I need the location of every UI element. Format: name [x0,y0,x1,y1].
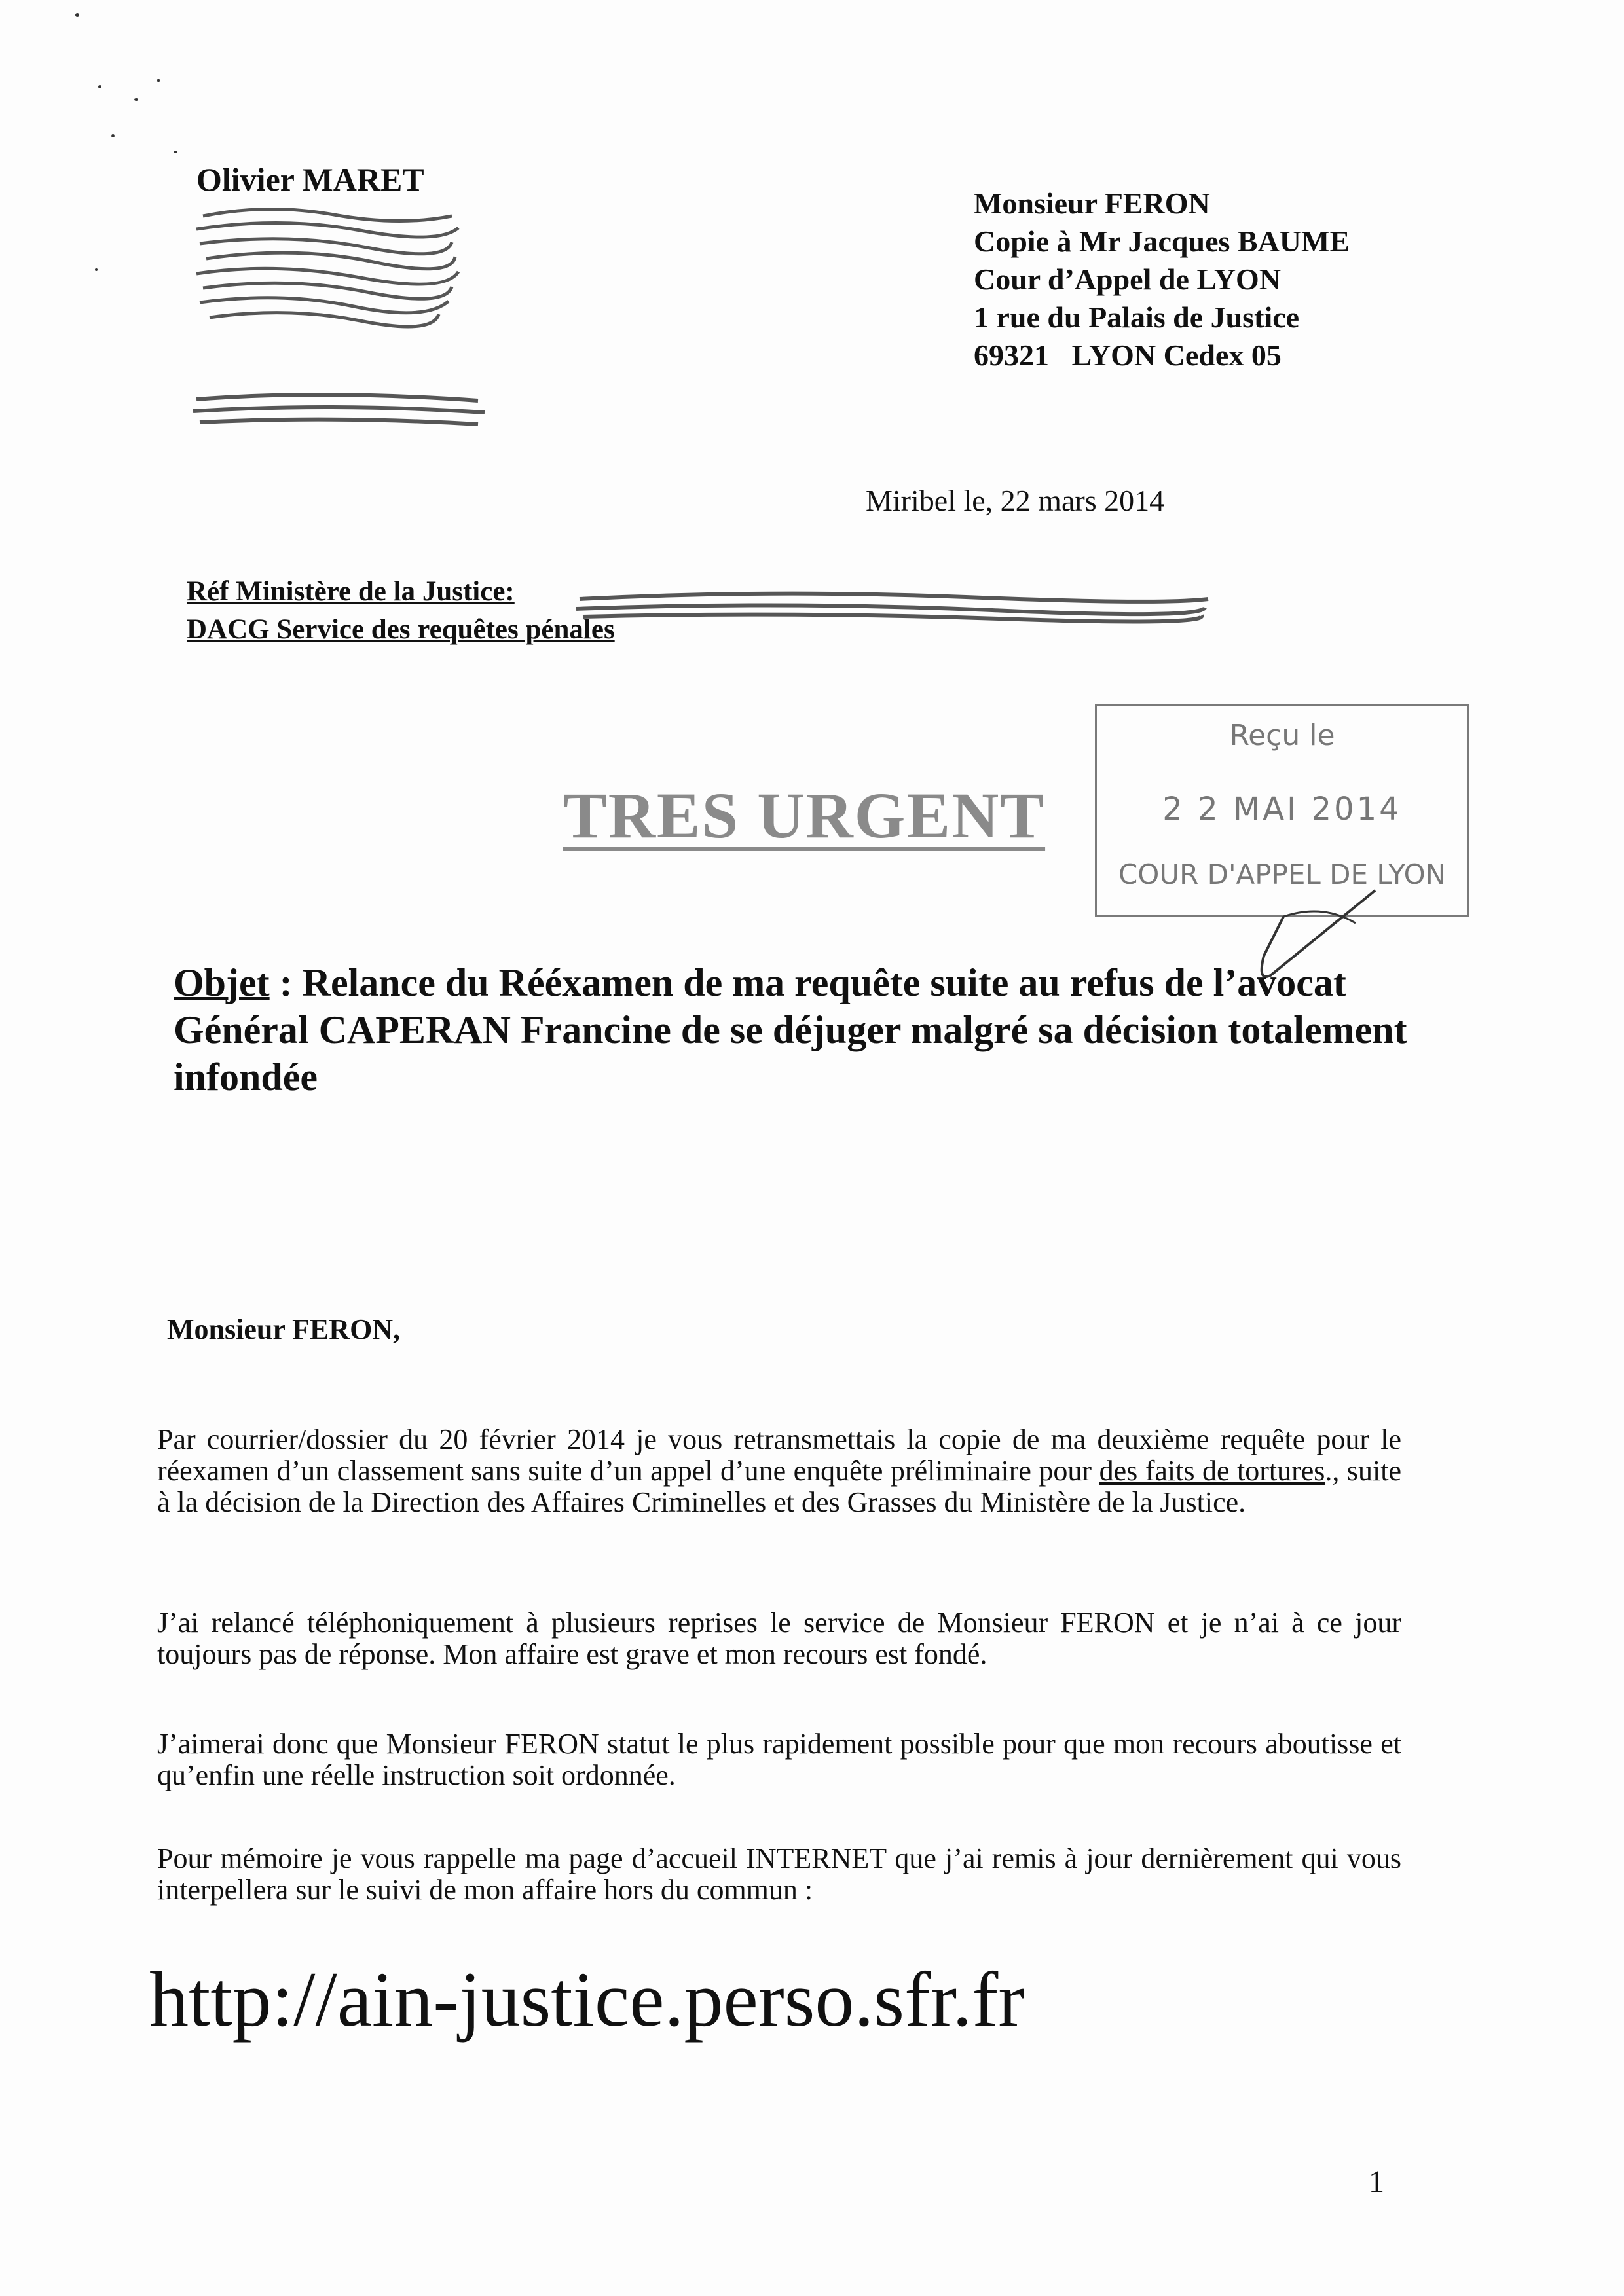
stamp-received-label: Reçu le [1229,719,1335,752]
page-number: 1 [1369,2164,1384,2199]
scan-speck [98,85,101,88]
recipient-address [974,185,1350,374]
recipient-line: 69321 LYON Cedex 05 [974,338,1282,372]
urgent-heading: TRES URGENT [563,779,1046,852]
stamp-date: 2 2 MAI 2014 [1162,791,1402,828]
redacted-address-scribble [190,196,465,334]
scan-speck [134,98,138,101]
paragraph-1 [157,1424,1401,1518]
reference-service: DACG Service des requêtes pénales [187,614,615,645]
stamp-court: COUR D'APPEL DE LYON [1118,858,1447,890]
paragraph-3: J’aimerai donc que Monsieur FERON statut le plus rapidement possible pour que mon recours aboutisse et qu’enfin une réelle instruction soit ordonnée. [157,1728,1401,1791]
website-url: http://ain-justice.perso.sfr.fr [149,1956,1025,2043]
paragraph-text: Par courrier/dossier du 20 février 2014 je vous retransmettais la copie de ma deuxième requête pour le réexamen d’un classement sans suite d’un appel d’une enquête préliminaire pour [157,1423,1401,1487]
recipient-line: 1 rue du Palais de Justice [974,301,1300,334]
redacted-phone-scribble [190,386,491,435]
paragraph-2: J’ai relancé téléphoniquement à plusieurs reprises le service de Monsieur FERON et je n’ai à ce jour toujours pas de réponse. Mon affaire est grave et mon recours est fondé. [157,1607,1401,1670]
paragraph-underlined-text: des faits de tortures [1099,1455,1325,1487]
recipient-line: Monsieur FERON [974,187,1210,220]
salutation: Monsieur FERON, [167,1313,401,1345]
reference-ministry: Réf Ministère de la Justice: [187,576,515,607]
recipient-line: Copie à Mr Jacques BAUME [974,225,1350,258]
letter-date: Miribel le, 22 mars 2014 [866,484,1165,517]
sender-name: Olivier MARET [196,161,424,198]
recipient-line: Cour d’Appel de LYON [974,263,1282,296]
subject-label: Objet [174,961,270,1004]
scan-speck [111,134,115,137]
scan-speck [95,268,98,271]
reference-block [187,573,615,649]
paragraph-text: ., suite à la décision de la Direction des Affaires Criminelles et des Grasses du Ministère de la Justice. [157,1455,1401,1518]
scan-speck [157,79,160,82]
paragraph-4: Pour mémoire je vous rappelle ma page d’accueil INTERNET que j’ai remis à jour dernièrement qui vous interpellera sur le suivi de mon affaire hors du commun : [157,1842,1401,1906]
subject [174,959,1450,1101]
subject-text: : Relance du Rééxamen de ma requête suite au refus de l’avocat Général CAPERAN Francine de se déjuger malgré sa décision totalement infondée [174,961,1407,1099]
redacted-reference-scribble [573,583,1215,629]
scan-speck [75,13,79,17]
scan-speck [174,151,177,153]
